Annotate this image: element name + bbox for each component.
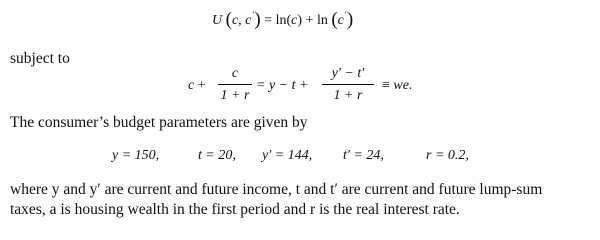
utility-equals: = [264, 13, 273, 28]
closing-line-1: where y and y′ are current and future income, t and t′ are current and future lump-sum [10, 181, 543, 198]
prime-mark-2: ′ [344, 10, 347, 20]
paren-open: ( [225, 9, 232, 30]
param-t: t = 20, [198, 148, 236, 163]
paren-open-2: ( [331, 9, 338, 30]
ln-arg1: c [291, 13, 298, 28]
ln-term-2: ln [316, 13, 328, 28]
utility-fn: U [212, 13, 223, 28]
budget-fraction-1 [218, 64, 252, 105]
paren-close: ) [254, 9, 261, 30]
paren-close-2: ) [346, 9, 354, 30]
budget-c: c + [188, 78, 206, 93]
param-r: r = 0.2, [426, 148, 469, 163]
budget-fraction-2 [322, 64, 374, 105]
frac2-numerator: y′ − t′ [331, 66, 365, 81]
budget-middle: = y − t + [256, 78, 309, 93]
ln-term-1: ln [275, 13, 287, 28]
budget-rhs: ≡ we. [382, 78, 413, 93]
utility-plus: + [305, 13, 314, 28]
subject-to-label: subject to [10, 50, 70, 67]
frac1-numerator: c [231, 66, 239, 81]
utility-arg1: c [231, 13, 239, 28]
frac2-denominator: 1 + r [333, 88, 363, 103]
frac2-bar [322, 84, 374, 85]
param-y-prime: y′ = 144, [262, 148, 313, 163]
ln-arg2: c [337, 13, 344, 28]
param-t-prime: t′ = 24, [343, 148, 384, 163]
frac1-bar [218, 84, 252, 85]
params-intro: The consumer’s budget parameters are given by [10, 114, 308, 131]
prime-mark: ′ [252, 10, 255, 20]
frac1-denominator: 1 + r [220, 88, 250, 103]
utility-arg2: c [245, 13, 252, 28]
utility-equation: U (c, c′) = ln(c) + ln (c′) [212, 9, 354, 30]
param-y: y = 150, [112, 148, 160, 163]
closing-line-2: taxes, a is housing wealth in the first period and r is the real interest rate. [10, 201, 460, 218]
